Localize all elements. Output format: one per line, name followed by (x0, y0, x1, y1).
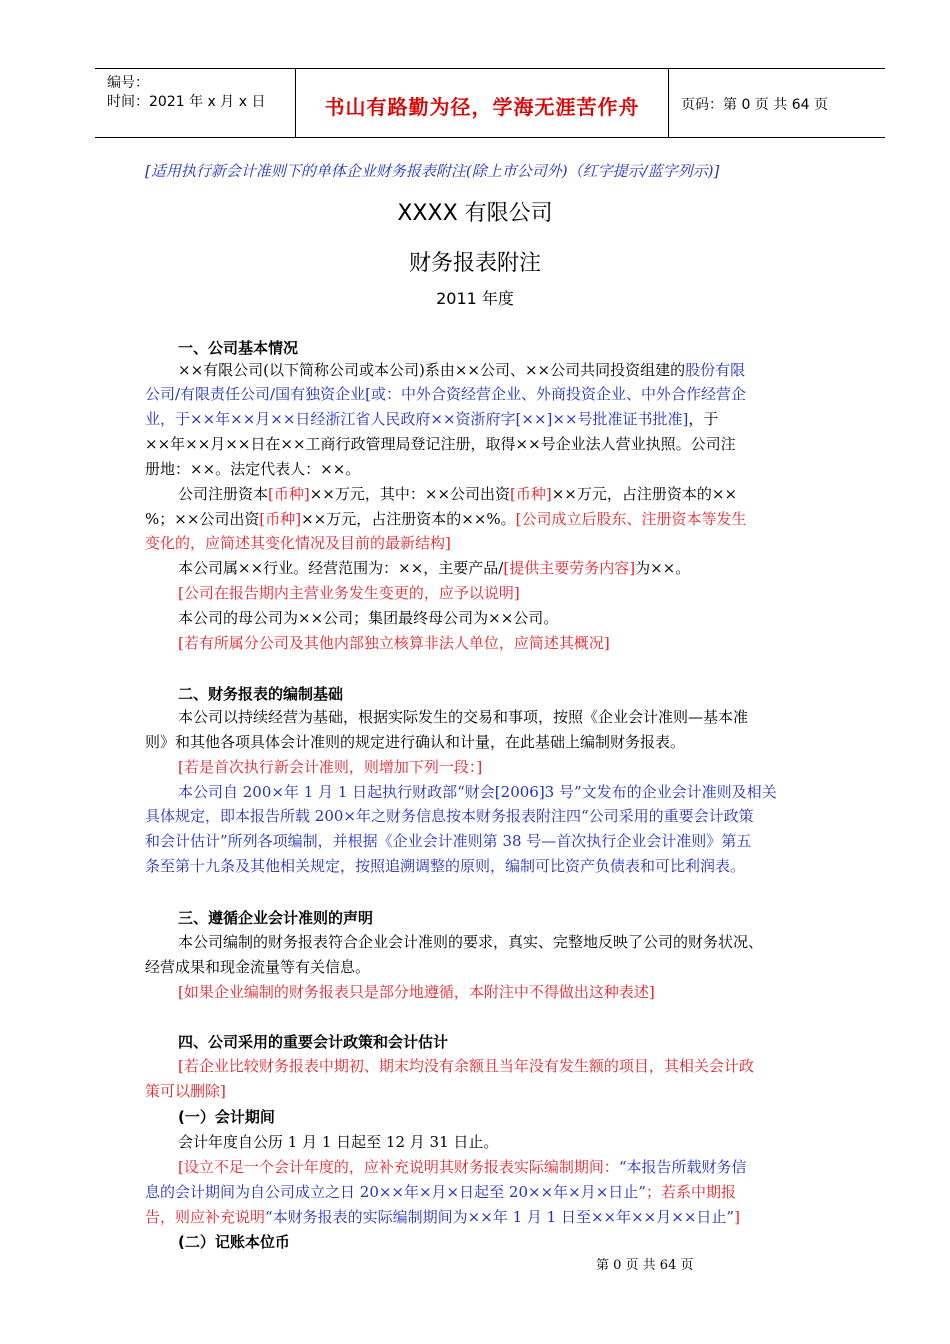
report-title: 财务报表附注 (408, 251, 541, 276)
paragraph-line: [若企业比较财务报表中期初、期末均没有余额且当年没有发生额的项目，其相关会计政 (178, 1057, 754, 1075)
paragraph-line: 经营成果和现金流量等有关信息。 (145, 958, 371, 976)
paragraph-line: 策可以删除] (145, 1082, 226, 1100)
paragraph-line: ××有限公司(以下简称公司或本公司)系由××公司、××公司共同投资组建的股份有限 (178, 361, 746, 379)
paragraph-line: 本公司的母公司为××公司；集团最终母公司为××公司。 (178, 609, 559, 627)
paragraph-line: [公司在报告期内主营业务发生变更的，应予以说明] (178, 584, 520, 602)
subsection-heading: (二）记账本位币 (178, 1233, 290, 1251)
paragraph-line: 本公司以持续经营为基础，根据实际发生的交易和事项，按照《企业会计准则—基本准 (178, 708, 749, 726)
paragraph-line: [设立不足一个会计年度的，应补充说明其财务报表实际编制期间：“本报告所载财务信 (178, 1158, 747, 1176)
paragraph-line: [若有所属分公司及其他内部独立核算非法人单位，应简述其概况] (178, 634, 610, 652)
paragraph-line: 变化的，应简述其变化情况及目前的最新结构] (145, 534, 451, 552)
paragraph-line: 具体规定，即本报告所载 200×年之财务信息按本财务报表附注四“公司采用的重要会计政策 (145, 807, 754, 825)
applicability-note: [适用执行新会计准则下的单体企业财务报表附注(除上市公司外)（红字提示/蓝字列示)] (145, 162, 720, 180)
paragraph-line: 息的会计期间为自公司成立之日 20××年×月×日起至 20××年×月×日止”；若系中期报 (145, 1183, 736, 1201)
document-number-label: 编号： (107, 75, 149, 91)
paragraph-line: 和会计估计”所列各项编制，并根据《企业会计准则第 38 号—首次执行企业会计准则》第五 (145, 832, 752, 850)
header-page-label: 页码：第 0 页 共 64 页 (681, 97, 828, 113)
paragraph-line: [若是首次执行新会计准则，则增加下列一段：] (178, 758, 483, 776)
paragraph-line: [如果企业编制的财务报表只是部分地遵循，本附注中不得做出这种表述] (178, 983, 655, 1001)
motto-text: 书山有路勤为径，学海无涯苦作舟 (324, 95, 640, 119)
header-table (95, 68, 885, 138)
paragraph-line: 公司注册资本[币种]××万元，其中：××公司出资[币种]××万元，占注册资本的×× (178, 485, 738, 503)
paragraph-line: %；××公司出资[币种]××万元，占注册资本的××%。[公司成立后股东、注册资本等发生 (145, 510, 747, 528)
report-year: 2011 年度 (436, 289, 514, 308)
paragraph-line: 告，则应补充说明“本财务报表的实际编制期间为××年 1 月 1 日至××年××月××日止”] (145, 1208, 740, 1226)
header-meta-cell (95, 69, 296, 137)
paragraph-line: 条至第十九条及其他相关规定，按照追溯调整的原则，编制可比资产负债表和可比利润表。 (145, 857, 746, 875)
subsection-heading: (一）会计期间 (178, 1108, 275, 1126)
paragraph-line: 业，于××年××月××日经浙江省人民政府××资浙府字[××]××号批准证书批准]，于 (145, 410, 719, 428)
section-heading: 三、遵循企业会计准则的声明 (178, 909, 374, 927)
paragraph-line: 本公司属××行业。经营范围为：××，主要产品/[提供主要劳务内容]为××。 (178, 559, 691, 577)
paragraph-line: 公司/有限责任公司/国有独资企业[或：中外合资经营企业、外商投资企业、中外合作经营企 (145, 385, 746, 403)
section-heading: 四、公司采用的重要会计政策和会计估计 (178, 1033, 449, 1051)
header-motto-cell (296, 69, 669, 137)
paragraph-line: 会计年度自公历 1 月 1 日起至 12 月 31 日止。 (178, 1133, 499, 1151)
page-footer: 第 0 页 共 64 页 (596, 1258, 694, 1273)
company-name: XXXX 有限公司 (397, 201, 553, 226)
header-page-cell (669, 69, 885, 137)
paragraph-line: ××年××月××日在××工商行政管理局登记注册，取得××号企业法人营业执照。公司注 (145, 435, 736, 453)
paragraph-line: 本公司编制的财务报表符合企业会计准则的要求，真实、完整地反映了公司的财务状况、 (178, 933, 764, 951)
document-time-label: 时间：2021 年 x 月 x 日 (107, 94, 266, 110)
section-heading: 二、财务报表的编制基础 (178, 685, 344, 703)
paragraph-line: 本公司自 200×年 1 月 1 日起执行财政部“财会[2006]3 号”文发布的企业会计准则及相关 (178, 783, 777, 801)
paragraph-line: 册地：××。法定代表人：××。 (145, 460, 361, 478)
section-heading: 一、公司基本情况 (178, 339, 299, 357)
paragraph-line: 则》和其他各项具体会计准则的规定进行确认和计量，在此基础上编制财务报表。 (145, 733, 686, 751)
